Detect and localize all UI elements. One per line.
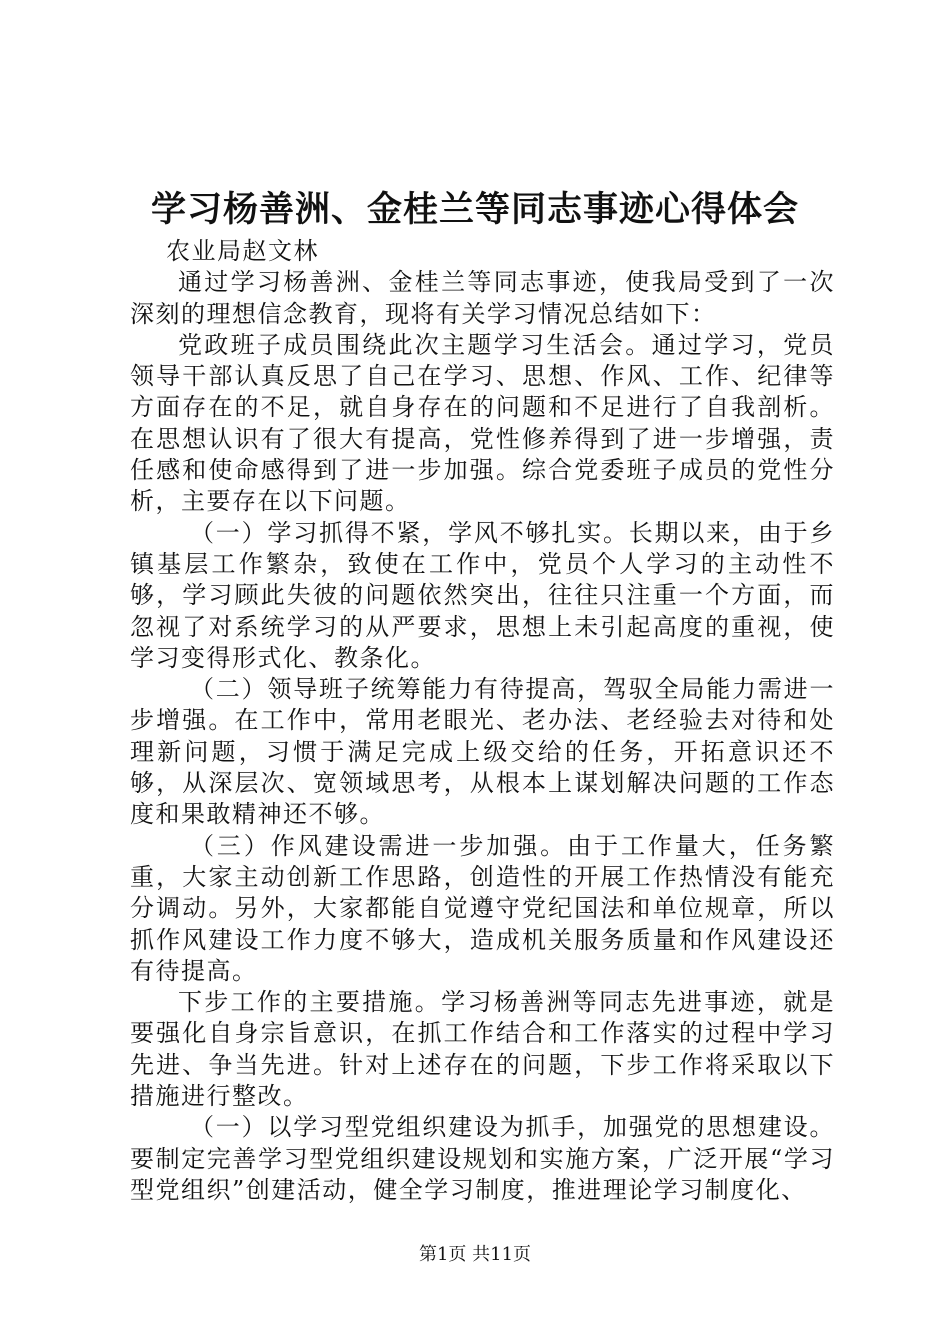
paragraph-issue-1: （一）学习抓得不紧，学风不够扎实。长期以来，由于乡镇基层工作繁杂，致使在工作中，党员个人学习的主动性不够，学习顾此失彼的问题依然突出，往往只注重一个方面，而忽视了对系统学习的从严要求，思想上未引起高度的重视，使学习变得形式化、教条化。 [130, 518, 835, 672]
paragraph-summary: 党政班子成员围绕此次主题学习生活会。通过学习，党员领导干部认真反思了自己在学习、思想、作风、工作、纪律等方面存在的不足，就自身存在的问题和不足进行了自我剖析。在思想认识有了很大有提高，党性修养得到了进一步增强，责任感和使命感得到了进一步加强。综合党委班子成员的党性分析，主要存在以下问题。 [130, 330, 835, 516]
page-indicator: 第1页 共11页 [418, 1244, 532, 1265]
paragraph-measures: 下步工作的主要措施。学习杨善洲等同志先进事迹，就是要强化自身宗旨意识，在抓工作结合和工作落实的过程中学习先进、争当先进。针对上述存在的问题，下步工作将采取以下措施进行整改。 [130, 988, 835, 1111]
document-title: 学习杨善洲、金桂兰等同志事迹心得体会 [150, 189, 799, 230]
document-body [130, 236, 835, 1206]
paragraph-issue-2: （二）领导班子统筹能力有待提高，驾驭全局能力需进一步增强。在工作中，常用老眼光、老办法、老经验去对待和处理新问题，习惯于满足完成上级交给的任务，开拓意识还不够，从深层次、宽领域思考，从根本上谋划解决问题的工作态度和果敢精神还不够。 [130, 675, 835, 829]
author-line: 农业局赵文林 [166, 237, 319, 265]
paragraph-intro: 通过学习杨善洲、金桂兰等同志事迹，使我局受到了一次深刻的理想信念教育，现将有关学习情况总结如下： [130, 268, 835, 328]
paragraph-issue-3: （三）作风建设需进一步加强。由于工作量大，任务繁重，大家主动创新工作思路，创造性的开展工作热情没有能充分调动。另外，大家都能自觉遵守党纪国法和单位规章，所以抓作风建设工作力度不够大，造成机关服务质量和作风建设还有待提高。 [130, 831, 835, 985]
paragraph-measure-1: （一）以学习型党组织建设为抓手，加强党的思想建设。要制定完善学习型党组织建设规划和实施方案，广泛开展“学习型党组织”创建活动，健全学习制度，推进理论学习制度化、 [130, 1113, 835, 1204]
